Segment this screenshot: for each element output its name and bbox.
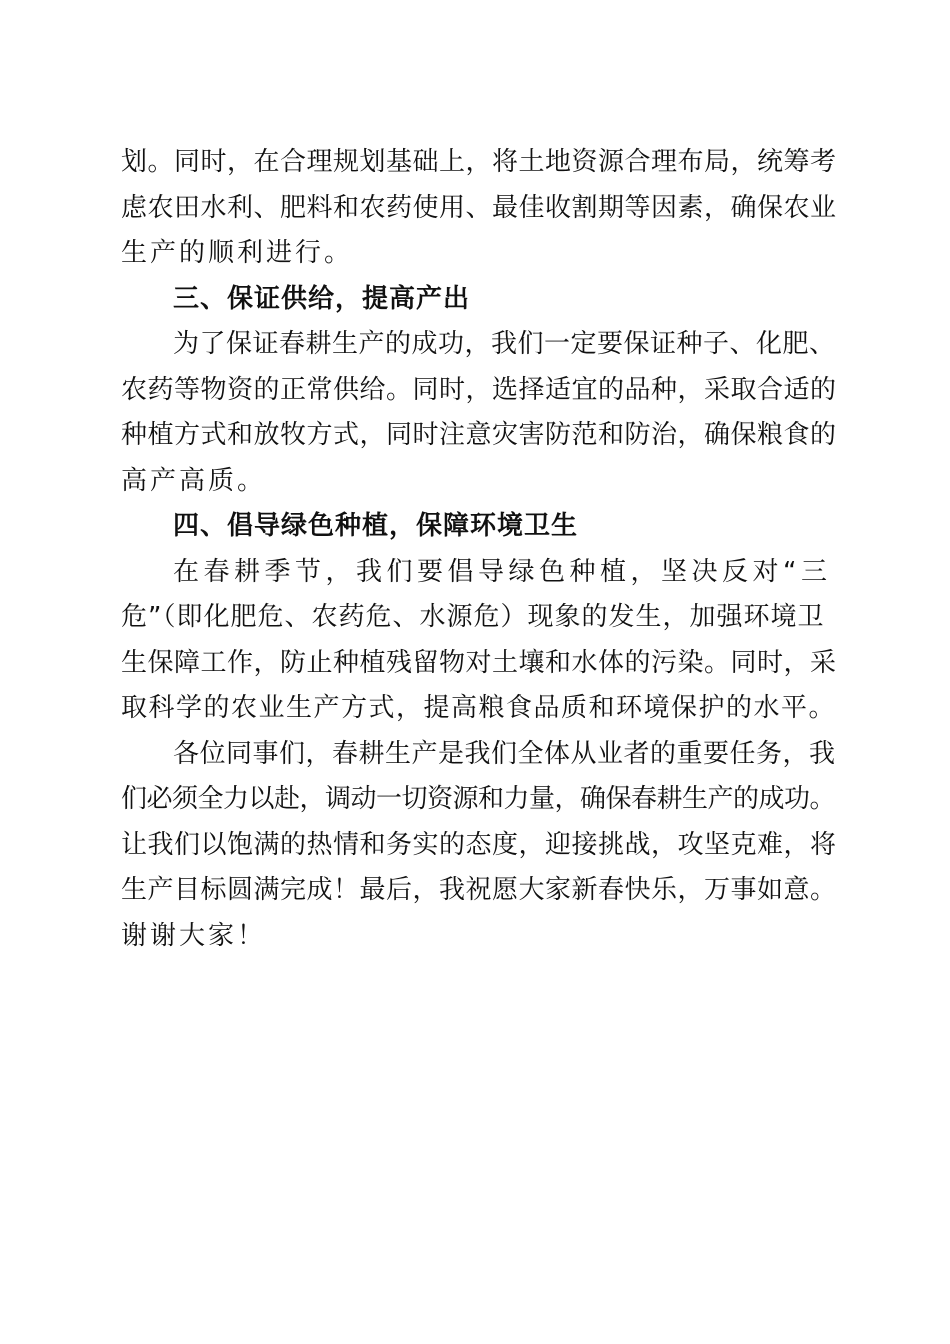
section-heading-4: 四、倡导绿色种植，保障环境卫生 (173, 511, 579, 541)
body-line: 危”（即化肥危、农药危、水源危）现象的发生，加强环境卫 (121, 602, 825, 632)
body-line: 取科学的农业生产方式，提高粮食品质和环境保护的水平。 (121, 693, 837, 723)
body-line: 种植方式和放牧方式，同时注意灾害防范和防治，确保粮食的 (121, 420, 837, 450)
document-body (121, 140, 841, 959)
body-line: 划。同时，在合理规划基础上，将土地资源合理布局，统筹考 (121, 147, 837, 177)
body-line: 让我们以饱满的热情和务实的态度，迎接挑战，攻坚克难，将 (121, 829, 837, 860)
body-line: 生产目标圆满完成！最后，我祝愿大家新春快乐，万事如意。 (121, 875, 837, 905)
body-line: 在春耕季节，我们要倡导绿色种植，坚决反对“三 (173, 556, 832, 587)
body-line: 生产的顺利进行。 (121, 238, 354, 268)
body-line: 们必须全力以赴，调动一切资源和力量，确保春耕生产的成功。 (121, 784, 836, 814)
body-line: 高产高质。 (121, 465, 267, 496)
body-line: 生保障工作，防止种植残留物对土壤和水体的污染。同时，采 (121, 647, 837, 678)
body-line: 虑农田水利、肥料和农药使用、最佳收割期等因素，确保农业 (121, 192, 837, 223)
body-line: 为了保证春耕生产的成功，我们一定要保证种子、化肥、 (173, 329, 836, 359)
body-line: 农药等物资的正常供给。同时，选择适宜的品种，采取合适的 (121, 374, 837, 405)
body-line: 各位同事们，春耕生产是我们全体从业者的重要任务，我 (173, 738, 836, 769)
closing-line: 谢谢大家！ (121, 920, 267, 951)
section-heading-3: 三、保证供给，提高产出 (173, 283, 471, 314)
